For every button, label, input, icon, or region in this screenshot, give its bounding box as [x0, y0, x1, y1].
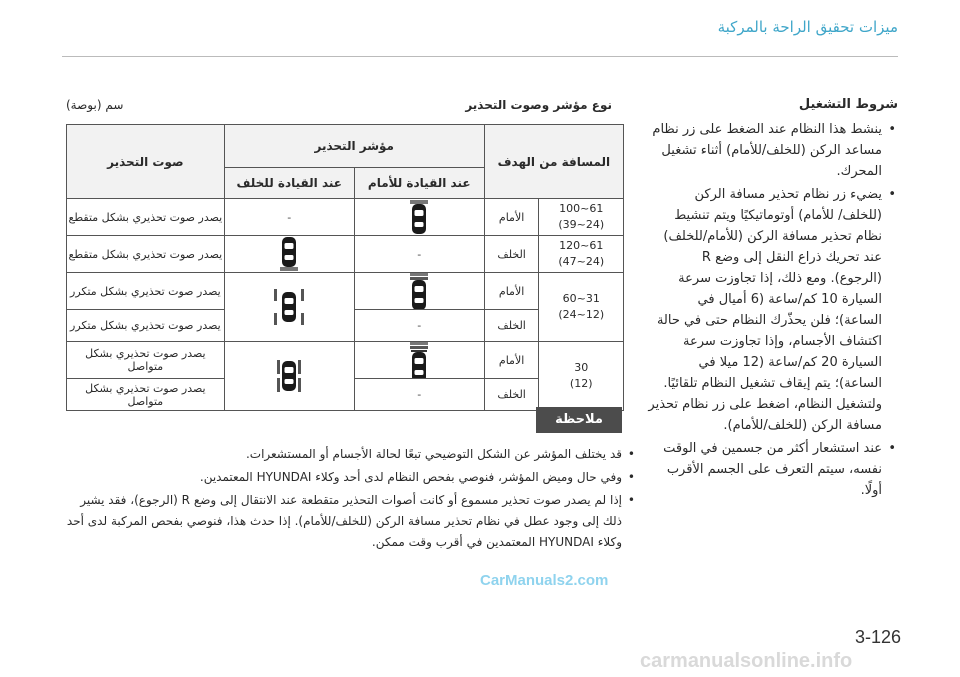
front-indicator-cell: - — [354, 310, 484, 342]
car-rear-2-icon — [271, 285, 307, 329]
sound-cell: يصدر صوت تحذيري بشكل متواصل — [67, 342, 225, 379]
sound-cell: يصدر صوت تحذيري بشكل متواصل — [67, 379, 225, 411]
conditions-list — [648, 119, 898, 501]
distance-cell: 61~100 (24~39) — [539, 199, 624, 236]
rear-indicator-cell: - — [224, 199, 354, 236]
car-front-3-icon — [408, 342, 430, 378]
conditions-bullet: • عند استشعار أكثر من جسمين في الوقت نفسه، سيتم التعرف على الجسم الأقرب أولًا. — [648, 438, 882, 501]
direction-cell: الأمام — [484, 342, 539, 379]
header-rear: عند القيادة للخلف — [224, 168, 354, 199]
sound-cell: يصدر صوت تحذيري بشكل متكرر — [67, 273, 225, 310]
sound-cell: يصدر صوت تحذيري بشكل متقطع — [67, 236, 225, 273]
note-badge: ملاحظة — [536, 407, 622, 433]
direction-cell: الأمام — [484, 273, 539, 310]
front-indicator-cell — [354, 199, 484, 236]
distance-cell: 31~60 (12~24) — [539, 273, 624, 342]
note-bullet: • إذا لم يصدر صوت تحذير مسموع أو كانت أصوات التحذير متقطعة عند الانتقال إلى وضع R (الرجوع)، فقد يشير ذلك إلى وجود عطل في نظام تحذير مسافة الركن (للخلف/للأمام). إذا حدث هذا، فنوصي بفحص المركبة لدى أحد وكلاء HYUNDAI المعتمدين في أقرب وقت ممكن. — [66, 490, 622, 553]
note-bullet: • قد يختلف المؤشر عن الشكل التوضيحي تبعًا لحالة الأجسام أو المستشعرات. — [66, 444, 622, 465]
car-front-1-icon — [408, 199, 430, 235]
page-header-title: ميزات تحقيق الراحة بالمركبة — [717, 18, 898, 36]
note-bullet: • وفي حال وميض المؤشر، فنوصي بفحص النظام لدى أحد وكلاء HYUNDAI المعتمدين. — [66, 467, 622, 488]
header-sound: صوت التحذير — [67, 125, 225, 199]
table-row — [67, 236, 624, 273]
front-indicator-cell: - — [354, 379, 484, 411]
warning-table — [66, 124, 624, 411]
front-indicator-cell — [354, 342, 484, 379]
header-distance: المسافة من الهدف — [484, 125, 623, 199]
front-indicator-cell — [354, 273, 484, 310]
rear-indicator-cell — [224, 273, 354, 342]
header-indicator: مؤشر التحذير — [224, 125, 484, 168]
table-row — [67, 342, 624, 379]
front-indicator-cell: - — [354, 236, 484, 273]
car-rear-3-icon — [276, 354, 302, 398]
conditions-section — [648, 94, 898, 503]
header-divider — [62, 56, 898, 57]
direction-cell: الخلف — [484, 310, 539, 342]
conditions-bullet: • ينشط هذا النظام عند الضغط على زر نظام مساعد الركن (للخلف/للأمام) أثناء تشغيل المحرك. — [648, 119, 882, 182]
distance-cell: 30 (12) — [539, 342, 624, 411]
page-number: 3-126 — [855, 627, 902, 647]
rear-indicator-cell — [224, 236, 354, 273]
direction-cell: الخلف — [484, 379, 539, 411]
table-row — [67, 273, 624, 310]
watermark-text: CarManuals2.com — [480, 572, 609, 589]
table-unit: سم (بوصة) — [66, 98, 124, 112]
sound-cell: يصدر صوت تحذيري بشكل متقطع — [67, 199, 225, 236]
notes-list — [66, 444, 636, 555]
distance-cell: 61~120 (24~47) — [539, 236, 624, 273]
table-label: نوع مؤشر وصوت التحذير — [465, 98, 612, 112]
table-row — [67, 199, 624, 236]
direction-cell: الأمام — [484, 199, 539, 236]
header-front: عند القيادة للأمام — [354, 168, 484, 199]
car-rear-1-icon — [278, 236, 300, 272]
conditions-heading: شروط التشغيل — [798, 97, 898, 112]
conditions-bullet: • يضيء زر نظام تحذير مسافة الركن (للخلف/ للأمام) أوتوماتيكيًا ويتم تنشيط نظام تحذير مسافة الركن (للأمام/للخلف) عند تحريك ذراع النقل إلى وضع R (الرجوع). ومع ذلك، إذا تجاوزت سرعة السيارة 10 كم/ساعة (6 أميال في الساعة)؛ فلن يحذّرك النظام حتى في حالة اكتشاف الأجسام، وإذا تجاوزت سرعة السيارة 20 كم/ساعة (12 ميلا في الساعة)؛ يتم إيقاف تشغيل النظام تلقائيًا. ولتشغيل النظام، اضغط على زر نظام تحذير مسافة الركن (للخلف/للأمام). — [648, 184, 882, 436]
footer-site-watermark: carmanualsonline.info — [640, 650, 853, 672]
rear-indicator-cell — [224, 342, 354, 411]
car-front-2-icon — [408, 273, 430, 309]
sound-cell: يصدر صوت تحذيري بشكل متكرر — [67, 310, 225, 342]
direction-cell: الخلف — [484, 236, 539, 273]
